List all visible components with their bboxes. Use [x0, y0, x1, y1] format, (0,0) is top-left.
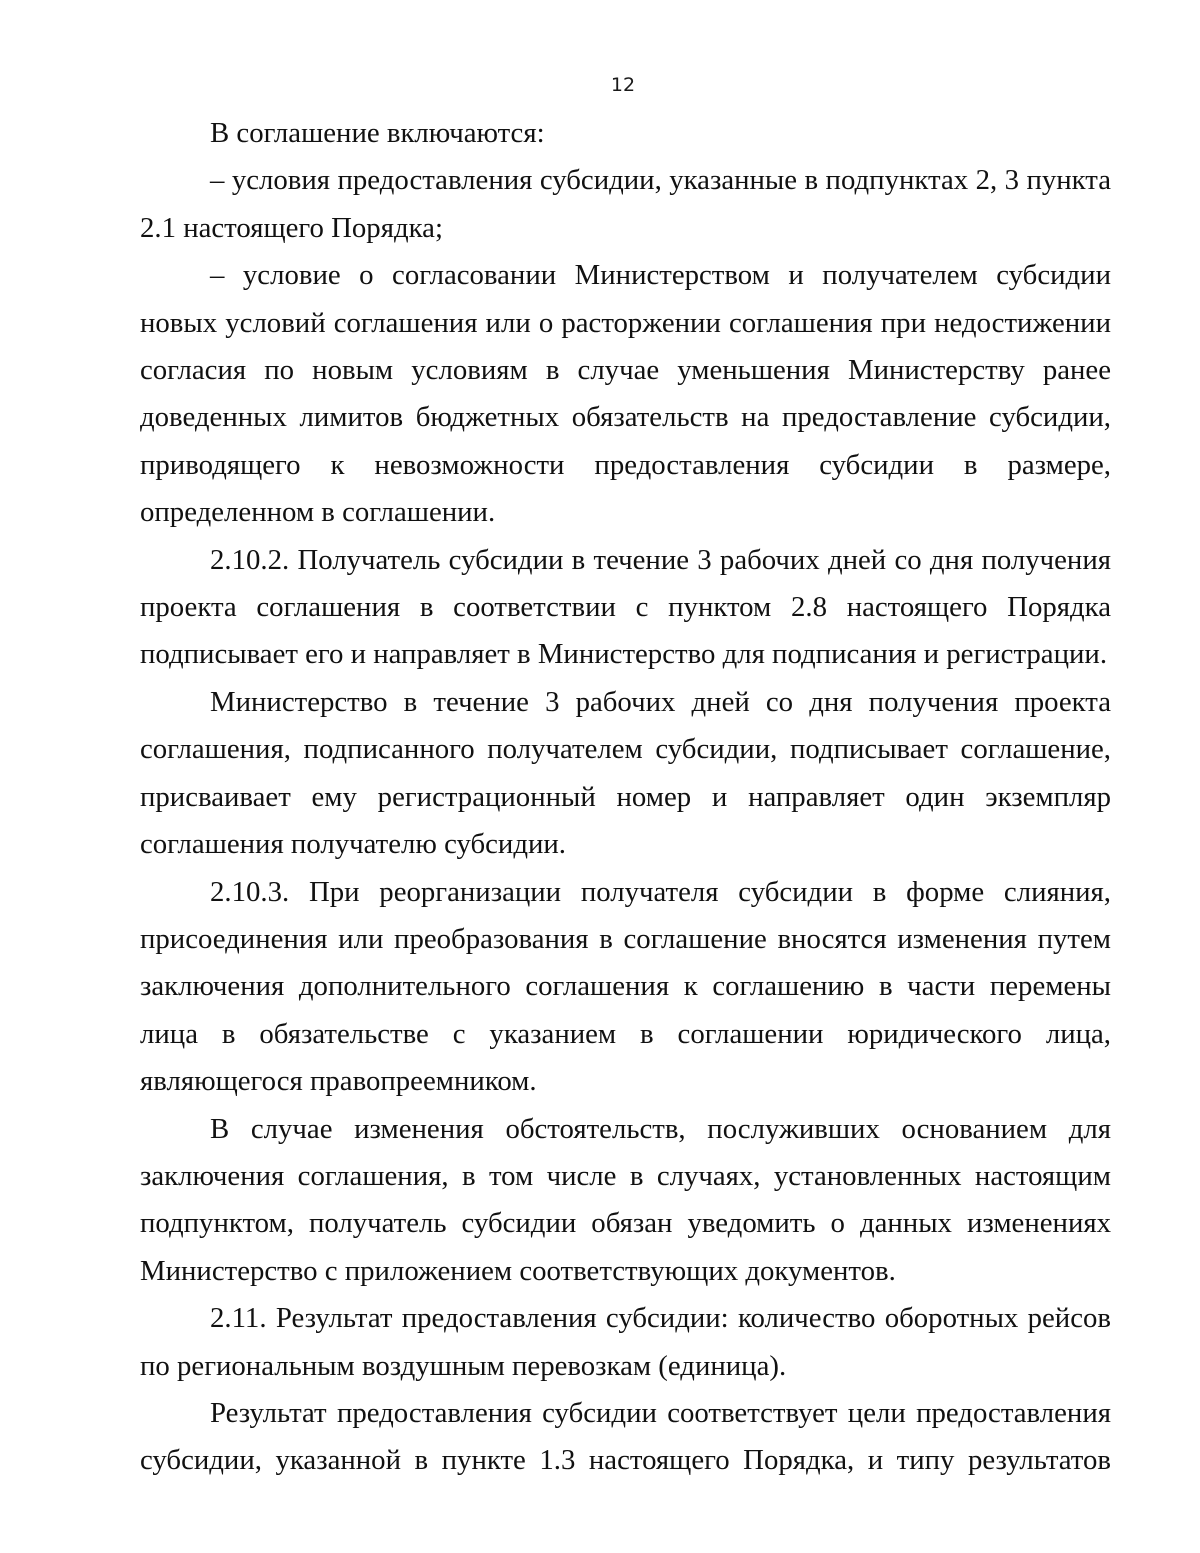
paragraph-result-purpose: Результат предоставления субсидии соответствует цели предоставления субсидии, указанной в пункте 1.3 настоящего Порядка, и типу результатов	[140, 1396, 1111, 1477]
paragraph-intro: В соглашение включаются:	[210, 117, 545, 149]
paragraph-conditions: – условия предоставления субсидии, указанные в подпунктах 2, 3 пункта 2.1 настоящего Порядка;	[140, 164, 1111, 244]
paragraph-ministry-signing: Министерство в течение 3 рабочих дней со дня получения проекта соглашения, подписанного получателем субсидии, подписывает соглашение, присваивает ему регистрационный номер и направляет один экземпляр соглашения получателю субсидии.	[140, 685, 1111, 861]
paragraph-circumstances-change: В случае изменения обстоятельств, послуживших основанием для заключения соглашения, в том числе в случаях, установленных настоящим подпунктом, получатель субсидии обязан уведомить о данных изменениях Министерство с приложением соответствующих документов.	[140, 1112, 1111, 1287]
document-body	[140, 110, 1111, 1485]
paragraph-2-10-2: 2.10.2. Получатель субсидии в течение 3 рабочих дней со дня получения проекта соглашения в соответствии с пунктом 2.8 настоящего Порядка подписывает его и направляет в Министерство для подписания и регистрации.	[140, 543, 1111, 671]
paragraph-agreement-condition: – условие о согласовании Министерством и получателем субсидии новых условий соглашения или о расторжении соглашения при недостижении согласия по новым условиям в случае уменьшения Министерству ранее доведенных лимитов бюджетных обязательств на предоставление субсидии, приводящего к невозможности предоставления субсидии в размере, определенном в соглашении.	[140, 259, 1111, 529]
paragraph-2-10-3: 2.10.3. При реорганизации получателя субсидии в форме слияния, присоединения или преобразования в соглашение вносятся изменения путем заключения дополнительного соглашения к соглашению в части перемены лица в обязательстве с указанием в соглашении юридического лица, являющегося правопреемником.	[140, 875, 1111, 1098]
paragraph-2-11: 2.11. Результат предоставления субсидии: количество оборотных рейсов по региональным воздушным перевозкам (единица).	[140, 1302, 1111, 1382]
page-number: 12	[610, 74, 636, 96]
